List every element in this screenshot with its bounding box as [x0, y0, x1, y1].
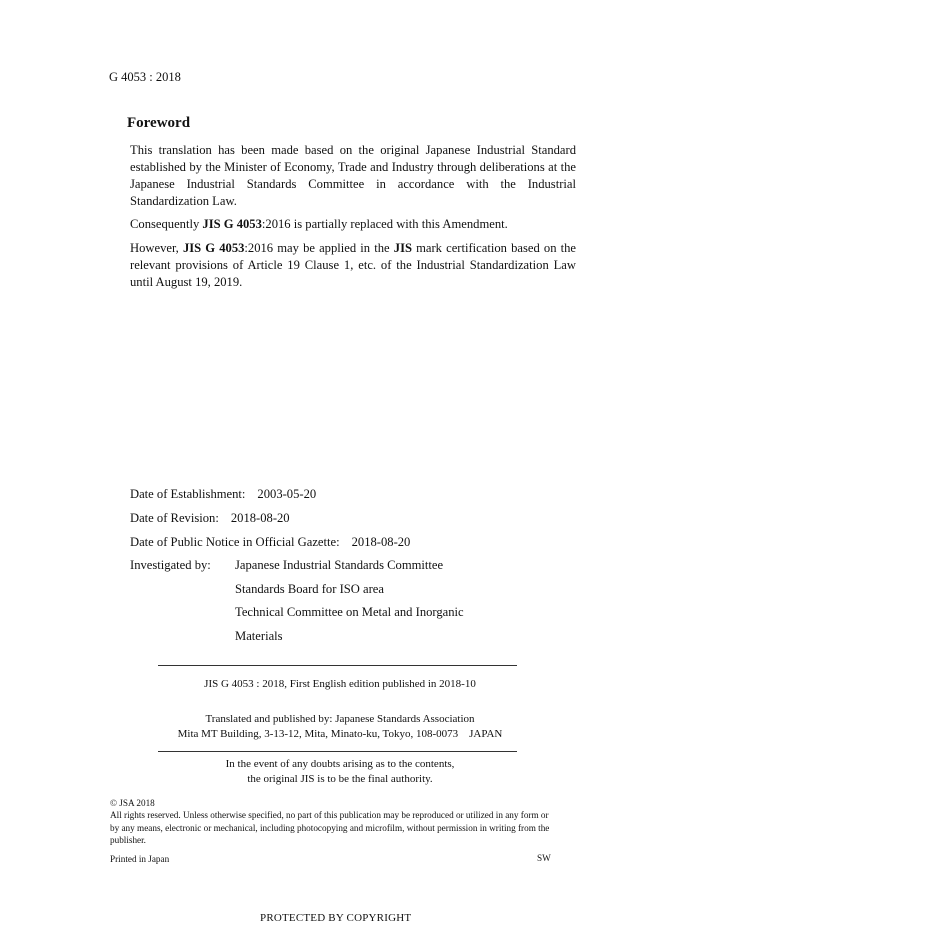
divider-top [158, 665, 517, 666]
p3-text-pre: However, [130, 241, 183, 255]
revision-value: 2018-08-20 [230, 511, 290, 525]
p2-standard-ref: JIS G 4053 [202, 217, 262, 231]
revision-label: Date of Revision: [130, 511, 219, 525]
gazette-value: 2018-08-20 [351, 535, 411, 549]
edition-line: JIS G 4053 : 2018, First English edition published in 2018-10 [204, 678, 476, 690]
p2-text-pre: Consequently [130, 217, 203, 231]
revision-date-row [130, 511, 290, 526]
investigated-by-line: Standards Board for ISO area [235, 582, 384, 596]
foreword-paragraph-3 [130, 240, 576, 291]
publisher-line: Translated and published by: Japanese Standards Association [205, 713, 475, 725]
p3-standard-ref: JIS G 4053 [182, 241, 245, 255]
establishment-label: Date of Establishment: [130, 487, 246, 501]
copyright-notice: © JSA 2018 [110, 798, 155, 808]
divider-bottom [158, 751, 517, 752]
publisher-address: Mita MT Building, 3-13-12, Mita, Minato-ku, Tokyo, 108-0073 JAPAN [177, 728, 503, 740]
p3-text-mid: :2016 may be applied in the [244, 241, 394, 255]
investigated-by-line: Technical Committee on Metal and Inorganic [235, 605, 464, 619]
document-code: G 4053 : 2018 [109, 70, 181, 84]
rights-statement: All rights reserved. Unless otherwise specified, no part of this publication may be reproduced or utilized in any form or by any means, electronic or mechanical, including photocopying and microfilm, without permission in writing from the publisher. [110, 810, 550, 845]
investigated-by-line: Materials [235, 629, 283, 643]
foreword-paragraph-1: This translation has been made based on the original Japanese Industrial Standard established by the Minister of Economy, Trade and Industry through deliberations at the Japanese Industrial Standards Committee in accordance with the Industrial Standardization Law. [130, 143, 576, 208]
p3-text-post: mark certification based on the relevant provisions of Article 19 Clause 1, etc. of the Industrial Standardization Law until August 19, 2019. [130, 241, 577, 289]
foreword-paragraph-2 [130, 216, 576, 233]
printed-in: Printed in Japan [110, 854, 170, 864]
p2-text-post: :2016 is partially replaced with this Amendment. [261, 217, 508, 231]
authority-notice-line: In the event of any doubts arising as to the contents, [225, 758, 455, 770]
print-code: SW [537, 853, 551, 863]
foreword-title: Foreword [127, 115, 191, 131]
copyright-watermark: PROTECTED BY COPYRIGHT [260, 912, 412, 924]
p3-jis-mark: JIS [393, 241, 412, 255]
authority-notice [158, 757, 522, 787]
investigated-by-line: Japanese Industrial Standards Committee [235, 558, 444, 572]
gazette-label: Date of Public Notice in Official Gazette: [130, 535, 340, 549]
publisher-block [158, 712, 522, 742]
authority-notice-line: the original JIS is to be the final authority. [247, 773, 433, 785]
investigated-by-label: Investigated by: [130, 558, 211, 572]
establishment-date-row [130, 487, 316, 502]
establishment-value: 2003-05-20 [257, 487, 317, 501]
gazette-date-row [130, 535, 410, 550]
